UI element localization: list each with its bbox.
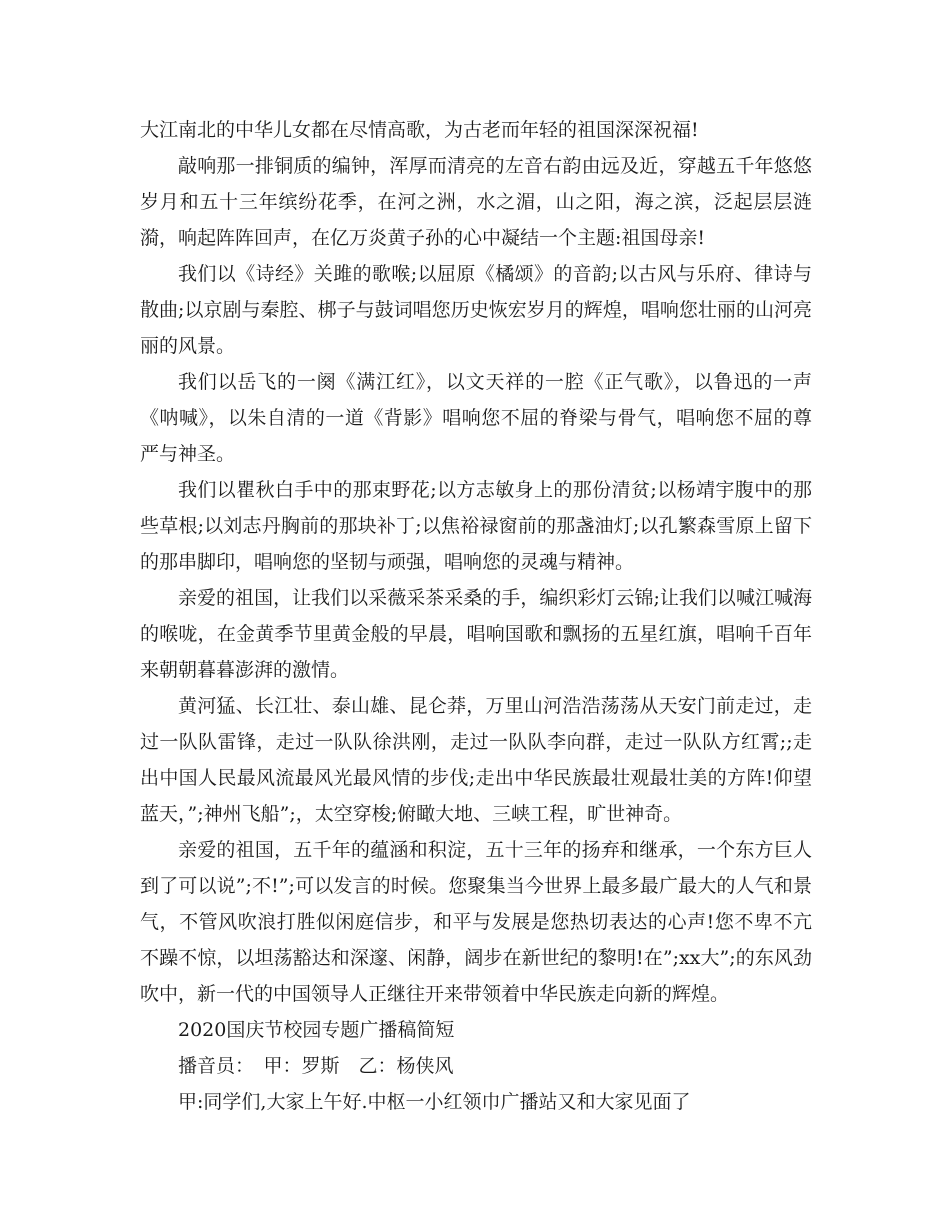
document-body xyxy=(140,112,812,1120)
paragraph: 我们以瞿秋白手中的那束野花;以方志敏身上的那份清贫;以杨靖宇腹中的那些草根;以刘志丹胸前的那块补丁;以焦裕禄窗前的那盏油灯;以孔繁森雪原上留下的那串脚印，唱响您的坚韧与顽强，唱响您的灵魂与精神。 xyxy=(140,479,812,573)
paragraph: 我们以《诗经》关雎的歌喉;以屈原《橘颂》的音韵;以古风与乐府、律诗与散曲;以京剧与秦腔、梆子与鼓词唱您历史恢宏岁月的辉煌，唱响您壮丽的山河亮丽的风景。 xyxy=(140,263,812,357)
section-title: 2020国庆节校园专题广播稿简短 xyxy=(178,1019,455,1041)
paragraph: 亲爱的祖国，让我们以采薇采茶采桑的手，编织彩灯云锦;让我们以喊江喊海的喉咙，在金黄季节里黄金般的早晨，唱响国歌和飘扬的五星红旗，唱响千百年来朝朝暮暮澎湃的激情。 xyxy=(140,587,812,681)
dialogue-line: 甲:同学们,大家上午好.中枢一小红领巾广播站又和大家见面了 xyxy=(178,1091,691,1113)
paragraph: 亲爱的祖国，五千年的蕴涵和积淀，五十三年的扬弃和继承，一个东方巨人到了可以说”;不!”;可以发言的时候。您聚集当今世界上最多最广最大的人气和景气，不管风吹浪打胜似闲庭信步，和平与发展是您热切表达的心声!您不卑不亢不躁不惊，以坦荡豁达和深邃、闲静，阔步在新世纪的黎明!在”;xx大”;的东风劲吹中，新一代的中国领导人正继往开来带领着中华民族走向新的辉煌。 xyxy=(140,839,812,1005)
paragraph: 大江南北的中华儿女都在尽情高歌，为古老而年轻的祖国深深祝福! xyxy=(140,119,699,141)
paragraph: 黄河猛、长江壮、泰山雄、昆仑莽，万里山河浩浩荡荡从天安门前走过，走过一队队雷锋，走过一队队徐洪刚，走过一队队李向群，走过一队队方红霄;;走出中国人民最风流最风光最风情的步伐;走出中华民族最壮观最壮美的方阵!仰望蓝天，”;神州飞船”;，太空穿梭;俯瞰大地、三峡工程，旷世神奇。 xyxy=(140,695,812,825)
announcer-line: 播音员： 甲：罗斯 乙：杨侠风 xyxy=(178,1055,454,1077)
paragraph: 我们以岳飞的一阕《满江红》，以文天祥的一腔《正气歌》，以鲁迅的一声《呐喊》，以朱自清的一道《背影》唱响您不屈的脊梁与骨气，唱响您不屈的尊严与神圣。 xyxy=(140,371,812,465)
paragraph: 敲响那一排铜质的编钟，浑厚而清亮的左音右韵由远及近，穿越五千年悠悠岁月和五十三年缤纷花季，在河之洲，水之湄，山之阳，海之滨，泛起层层涟漪，响起阵阵回声，在亿万炎黄子孙的心中凝结一个主题:祖国母亲! xyxy=(140,155,812,249)
